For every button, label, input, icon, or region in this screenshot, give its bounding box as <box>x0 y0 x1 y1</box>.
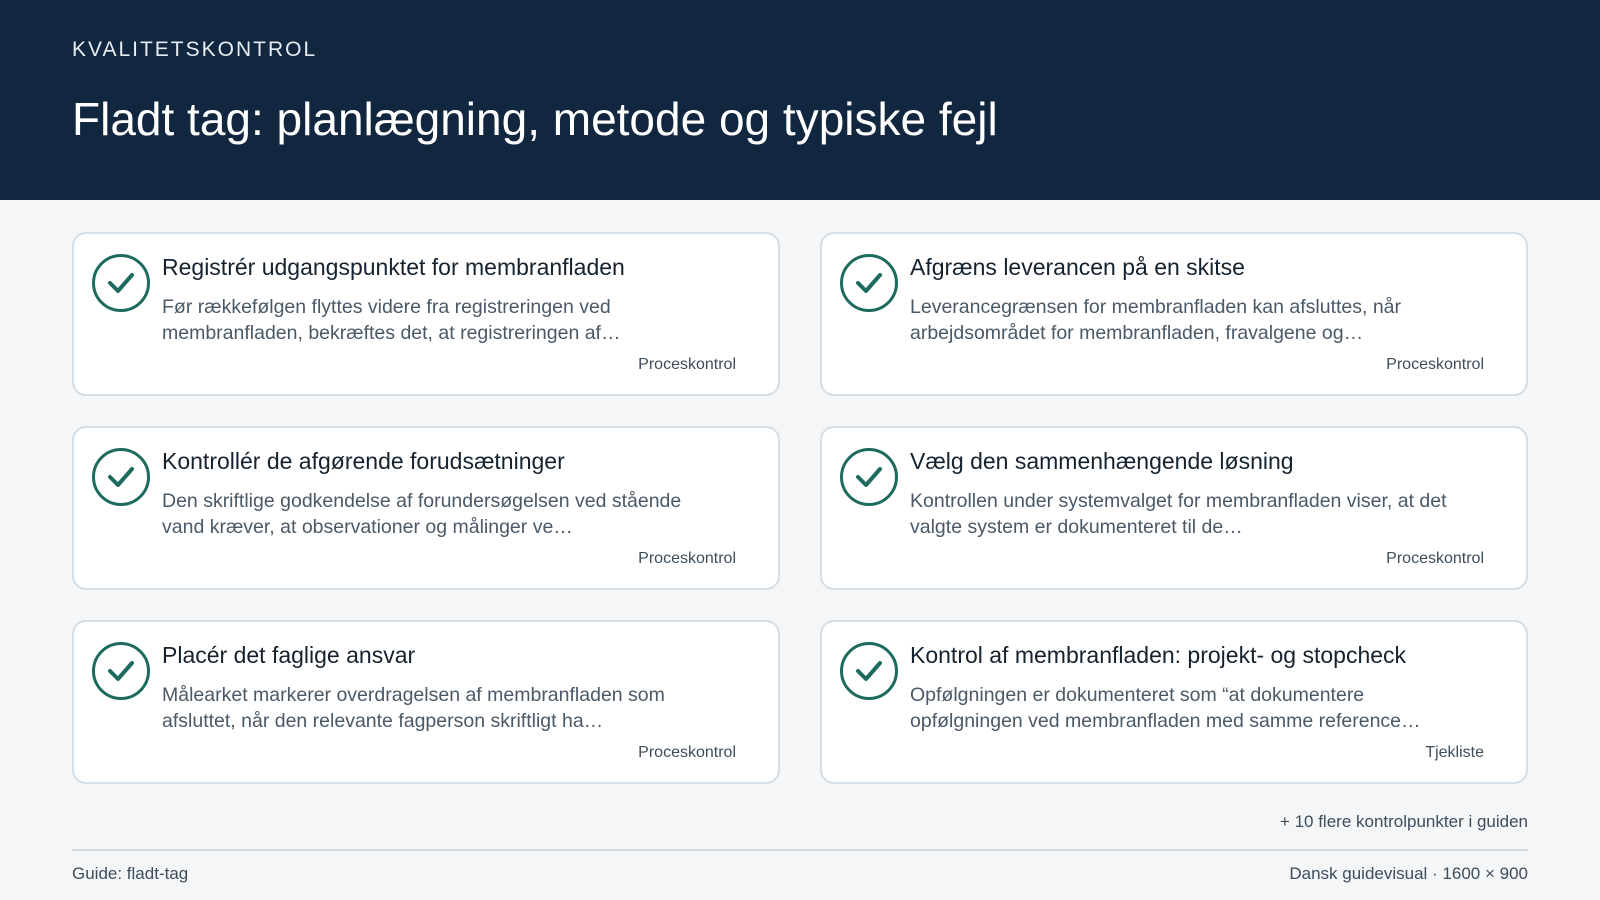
checkpoint-description: Før rækkefølgen flyttes videre fra registreringen ved membranfladen, bekræftes det, at registreringen af… <box>162 296 621 344</box>
checkpoint-tag: Proceskontrol <box>1386 356 1484 373</box>
check-circle-icon <box>840 448 898 506</box>
checkpoint-card[interactable] <box>72 426 780 590</box>
footer-caption: Dansk guidevisual · 1600 × 900 <box>1289 864 1528 883</box>
footer-guide-label: Guide: fladt-tag <box>72 864 189 883</box>
checkpoint-tag: Proceskontrol <box>1386 550 1484 567</box>
checkpoint-title: Registrér udgangspunktet for membranfladen <box>162 254 625 280</box>
checkpoint-title: Afgræns leverancen på en skitse <box>910 254 1245 280</box>
checkpoint-title: Placér det faglige ansvar <box>162 642 416 668</box>
checkpoint-description: Målearket markerer overdragelsen af membranfladen som afsluttet, når den relevante fagperson skriftligt ha… <box>162 684 665 732</box>
checkpoint-tag: Proceskontrol <box>638 550 736 567</box>
page-title: Fladt tag: planlægning, metode og typiske fejl <box>72 93 998 145</box>
checkpoint-tag: Proceskontrol <box>638 356 736 373</box>
checkpoint-card[interactable] <box>820 620 1528 784</box>
section-eyebrow: KVALITETSKONTROL <box>72 38 318 61</box>
checkpoint-tag: Proceskontrol <box>638 744 736 761</box>
check-circle-icon <box>92 254 150 312</box>
checkpoint-title: Kontrollér de afgørende forudsætninger <box>162 448 565 474</box>
checkpoint-description: Den skriftlige godkendelse af forundersøgelsen ved stående vand kræver, at observationer og målinger ve… <box>162 490 682 538</box>
checkpoint-card[interactable] <box>72 620 780 784</box>
more-checkpoints-link[interactable]: + 10 flere kontrolpunkter i guiden <box>1279 812 1528 831</box>
checkpoint-tag: Tjekliste <box>1425 744 1484 761</box>
check-circle-icon <box>92 448 150 506</box>
checkpoint-description: Opfølgningen er dokumenteret som “at dokumentere opfølgningen ved membranfladen med samme reference… <box>910 684 1421 732</box>
checkpoint-card[interactable] <box>72 232 780 396</box>
checkpoint-card[interactable] <box>820 232 1528 396</box>
checkpoint-title: Kontrol af membranfladen: projekt- og stopcheck <box>910 642 1407 668</box>
checkpoint-description: Leverancegrænsen for membranfladen kan afsluttes, når arbejdsområdet for membranfladen, fravalgene og… <box>910 296 1402 344</box>
checkpoint-description: Kontrollen under systemvalget for membranfladen viser, at det valgte system er dokumenteret til de… <box>910 490 1447 538</box>
checkpoint-grid <box>72 232 1528 784</box>
footer-divider <box>72 849 1528 851</box>
checkpoint-card[interactable] <box>820 426 1528 590</box>
check-circle-icon <box>92 642 150 700</box>
page-header <box>0 0 1600 200</box>
check-circle-icon <box>840 254 898 312</box>
check-circle-icon <box>840 642 898 700</box>
checkpoint-title: Vælg den sammenhængende løsning <box>910 448 1294 474</box>
